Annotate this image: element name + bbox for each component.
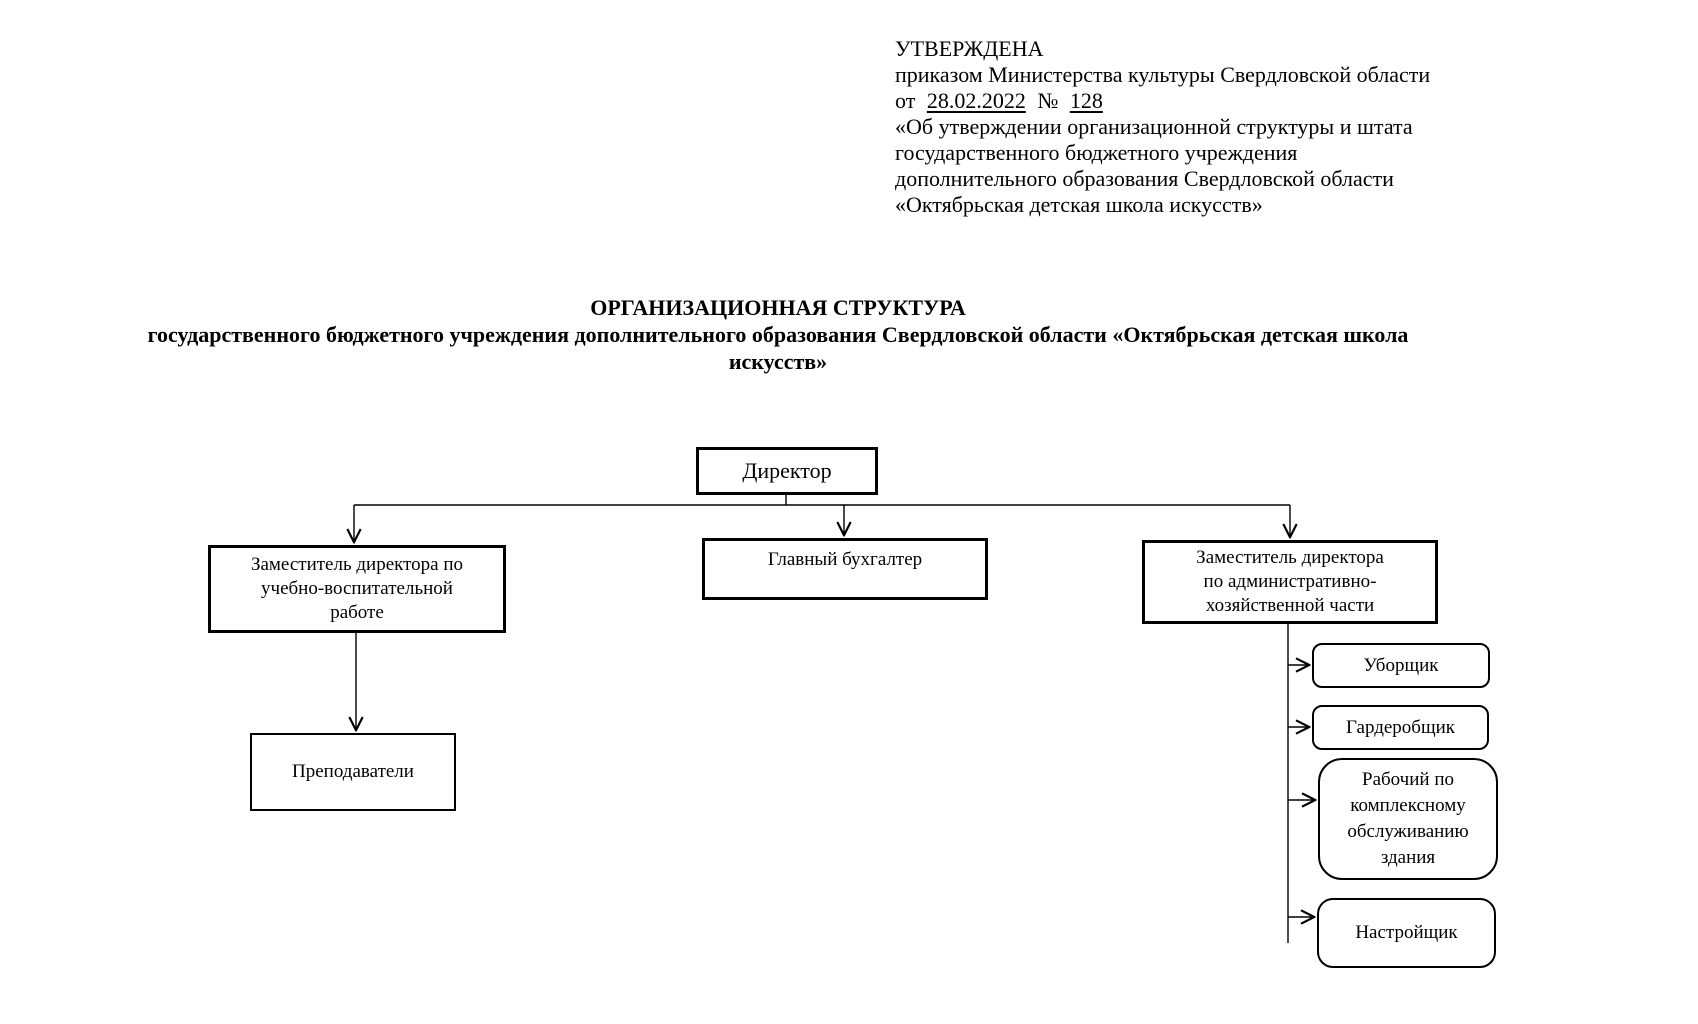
- deputy-admin-label-line: Заместитель директора: [1196, 547, 1384, 568]
- deputy-education-label-line: работе: [330, 602, 384, 623]
- maintenance-worker-label-line: Рабочий по: [1362, 769, 1454, 790]
- teachers-label: Преподаватели: [292, 761, 414, 782]
- maintenance-worker-label-line: обслуживанию: [1347, 821, 1469, 842]
- org-node-chief-accountant: [702, 538, 988, 600]
- approval-order-line: [895, 88, 1515, 114]
- order-date: 28.02.2022: [926, 88, 1026, 113]
- org-node-director: [696, 447, 878, 495]
- approval-line: УТВЕРЖДЕНА: [895, 36, 1044, 61]
- title-line-2: государственного бюджетного учреждения дополнительного образования Свердловской области «Октябрьская детская школа: [147, 322, 1409, 347]
- approval-line: государственного бюджетного учреждения: [895, 140, 1298, 165]
- maintenance-worker-label-line: комплексному: [1350, 795, 1466, 816]
- deputy-admin-label-line: хозяйственной части: [1205, 595, 1375, 616]
- maintenance-worker-label-line: здания: [1380, 847, 1436, 868]
- title-line-3: искусств»: [728, 349, 828, 374]
- tuner-label: Настройщик: [1355, 922, 1458, 943]
- director-label: Директор: [742, 458, 832, 483]
- deputy-education-label-line: Заместитель директора по: [250, 554, 464, 575]
- approval-line: дополнительного образования Свердловской области: [895, 166, 1394, 191]
- order-number: 128: [1069, 88, 1103, 113]
- org-node-tuner: [1317, 898, 1496, 968]
- deputy-education-label-line: учебно-воспитательной: [261, 578, 453, 599]
- approval-line: «Об утверждении организационной структуры и штата: [895, 114, 1413, 139]
- approval-line: «Октябрьская детская школа искусств»: [895, 192, 1263, 217]
- org-node-maintenance-worker: [1318, 758, 1498, 880]
- org-node-deputy-admin: [1142, 540, 1438, 624]
- org-node-cloakroom-attendant: [1312, 705, 1489, 750]
- cleaner-label: Уборщик: [1363, 654, 1439, 676]
- order-prefix: от: [895, 88, 916, 113]
- approval-line: приказом Министерства культуры Свердловской области: [895, 62, 1431, 87]
- title-line-1: ОРГАНИЗАЦИОННАЯ СТРУКТУРА: [590, 295, 966, 320]
- org-node-teachers: [250, 733, 456, 811]
- document-title: [28, 294, 1528, 375]
- approval-block: [895, 36, 1515, 218]
- cloakroom-attendant-label: Гардеробщик: [1346, 716, 1455, 738]
- org-node-deputy-education: [208, 545, 506, 633]
- chief-accountant-label: Главный бухгалтер: [767, 549, 923, 570]
- org-node-cleaner: [1312, 643, 1490, 688]
- deputy-admin-label-line: по административно-: [1203, 571, 1377, 592]
- number-sign: №: [1037, 88, 1059, 113]
